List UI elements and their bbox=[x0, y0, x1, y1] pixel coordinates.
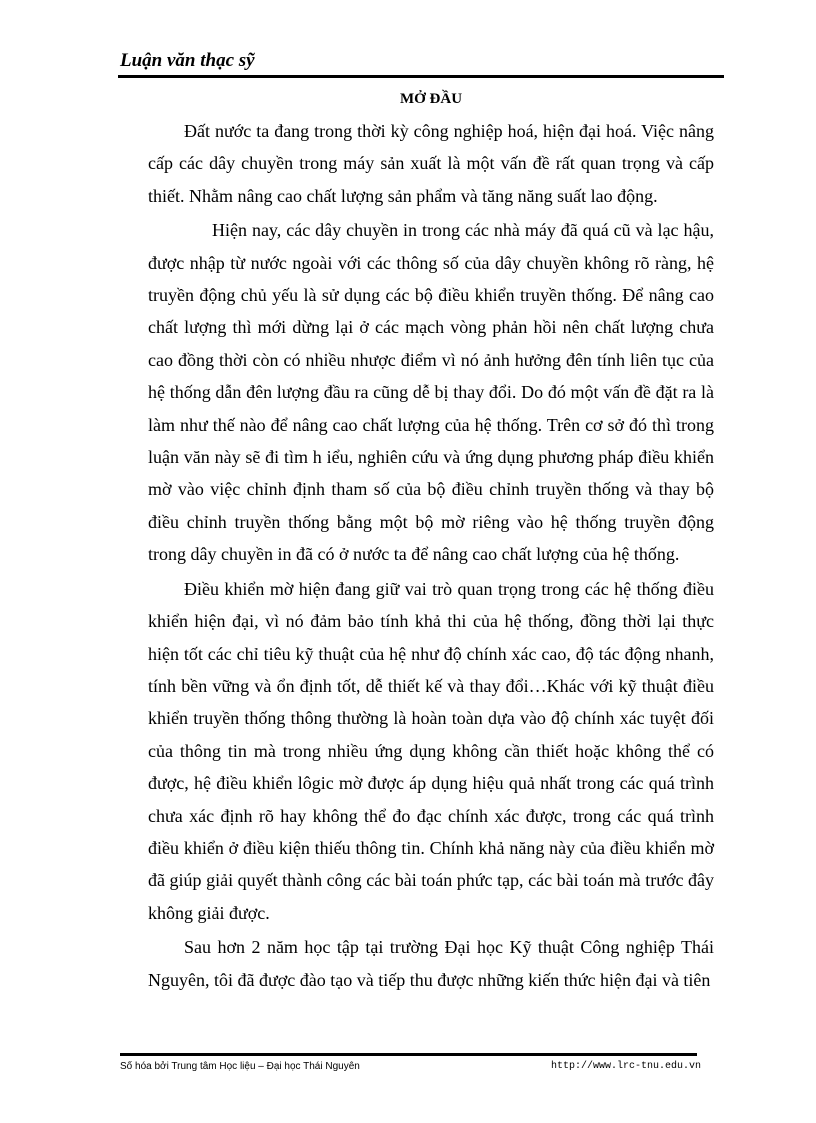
footer-credit: Số hóa bởi Trung tâm Học liệu – Đại học Thái Nguyên bbox=[120, 1061, 360, 1072]
section-heading: MỞ ĐẦU bbox=[399, 91, 463, 107]
header-divider bbox=[118, 75, 724, 78]
paragraph-study: Sau hơn 2 năm học tập tại trường Đại học Kỹ thuật Công nghiệp Thái Nguyên, tôi đã được đào tạo và tiếp thu được những kiến thức hiện đại và tiên bbox=[148, 937, 714, 990]
footer-divider bbox=[120, 1053, 697, 1056]
running-header-title: Luận văn thạc sỹ bbox=[120, 50, 255, 71]
paragraph-intro: Đất nước ta đang trong thời kỳ công nghiệp hoá, hiện đại hoá. Việc nâng cấp các dây chuyền trong máy sản xuất là một vấn đề rất quan trọng và cấp thiết. Nhằm nâng cao chất lượng sản phẩm và tăng năng suất lao động. bbox=[148, 121, 714, 206]
paragraph-current-state: Hiện nay, các dây chuyền in trong các nhà máy đã quá cũ và lạc hậu, được nhập từ nước ngoài với các thông số của dây chuyền không rõ ràng, hệ truyền động chủ yếu là sử dụng các bộ điều khiển truyền thống. Để nâng cao chất lượng thì mới dừng lại ở các mạch vòng phản hồi nên chất lượng chưa cao đồng thời còn có nhiều nhược điểm vì nó ảnh hưởng đên tính liên tục của hệ thống dẫn đên lượng đầu ra cũng dễ bị thay đổi. Do đó một vấn đề đặt ra là làm như thế nào để nâng cao chất lượng của hệ thống. Trên cơ sở đó thì trong luận văn này sẽ đi tìm h iểu, nghiên cứu và ứng dụng phương pháp điều khiển mờ vào việc chỉnh định tham số của bộ điều chỉnh truyền thống và thay bộ điều chỉnh truyền thống bằng một bộ mờ riêng vào hệ thống truyền động trong dây chuyền in đã có ở nước ta để nâng cao chất lượng của hệ thống. bbox=[148, 220, 714, 565]
page-body bbox=[148, 89, 714, 996]
paragraph-fuzzy-control: Điều khiển mờ hiện đang giữ vai trò quan trọng trong các hệ thống điều khiển hiện đại, vì nó đảm bảo tính khả thi của hệ thống, đồng thời lại thực hiện tốt các chỉ tiêu kỹ thuật của hệ như độ chính xác cao, độ tác động nhanh, tính bền vững và ổn định tốt, dễ thiết kế và thay đổi…Khác với kỹ thuật điều khiển truyền thống thông thường là hoàn toàn dựa vào độ chính xác tuyệt đối của thông tin mà trong nhiều ứng dụng không cần thiết hoặc không thể có được, hệ điều khiển lôgic mờ được áp dụng hiệu quả nhất trong các quá trình chưa xác định rõ hay không thể đo đạc chính xác được, trong các quá trình điều khiển ở điều kiện thiếu thông tin. Chính khả năng này của điều khiển mờ đã giúp giải quyết thành công các bài toán phức tạp, các bài toán mà trước đây không giải được. bbox=[148, 578, 714, 923]
footer-url: http://www.lrc-tnu.edu.vn bbox=[551, 1061, 702, 1072]
